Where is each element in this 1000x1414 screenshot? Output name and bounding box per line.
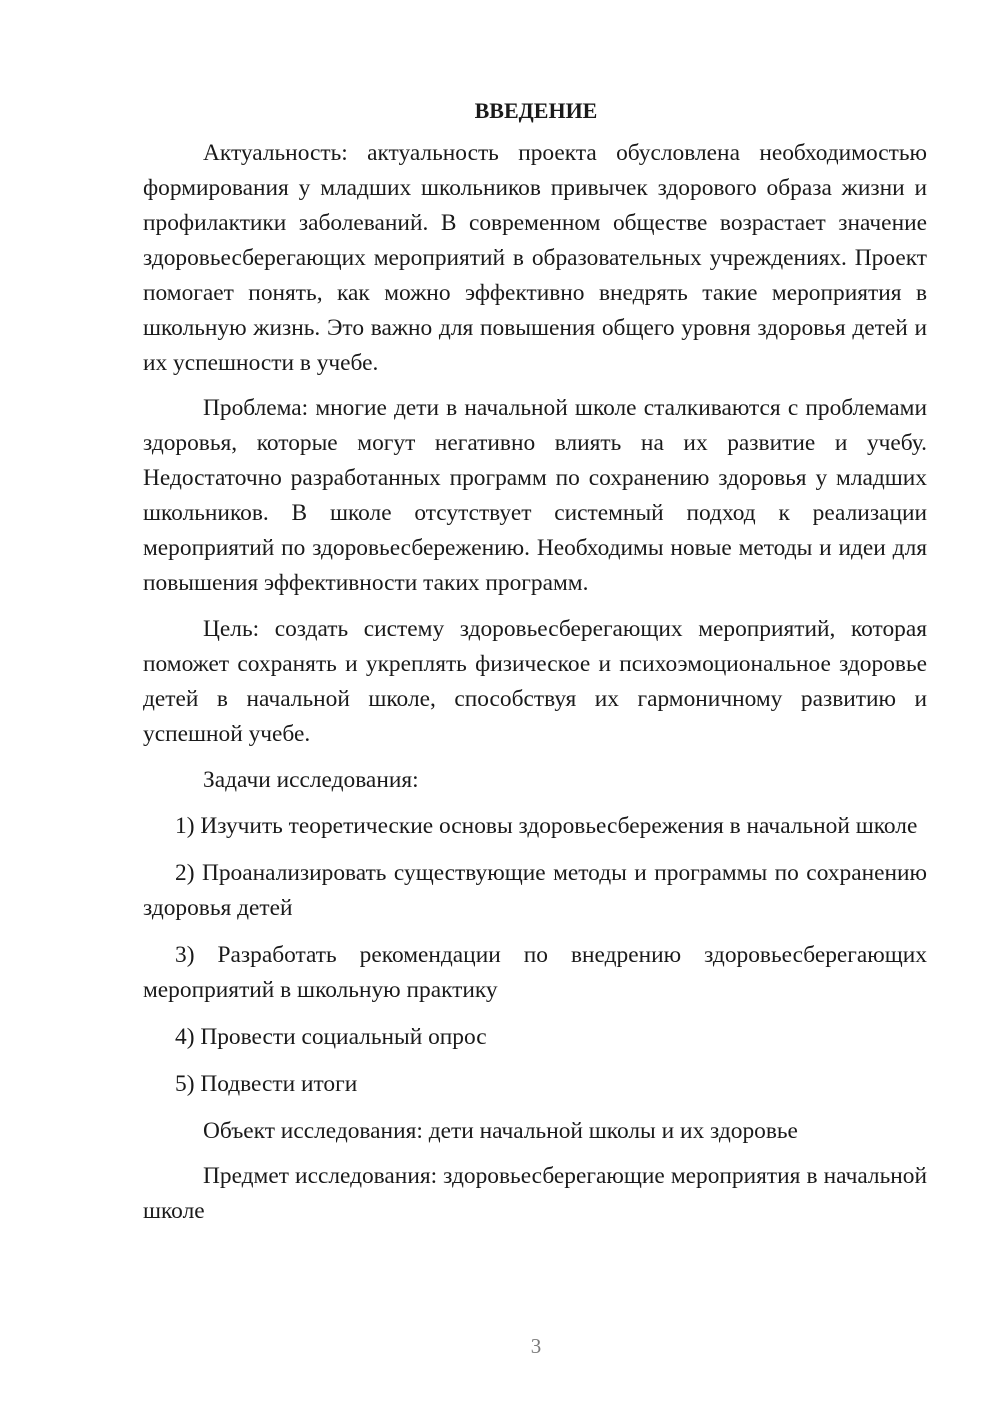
task-item-4: 4) Провести социальный опрос xyxy=(175,1024,487,1050)
task-item-3: 3) Разработать рекомендации по внедрению здоровьесберегающих мероприятий в школьную практику xyxy=(143,942,927,1003)
paragraph-relevance: Актуальность: актуальность проекта обусловлена необходимостью формирования у младших школьников привычек здорового образа жизни и профилактики заболеваний. В современном обществе возрастает значение здоровьесберегающих мероприятий в образовательных учреждениях. Проект помогает понять, как можно эффективно внедрять такие мероприятия в школьную жизнь. Это важно для повышения общего уровня здоровья детей и их успешности в учебе. xyxy=(143,140,927,376)
task-item-5: 5) Подвести итоги xyxy=(175,1071,358,1097)
task-item-2: 2) Проанализировать существующие методы и программы по сохранению здоровья детей xyxy=(143,860,927,921)
paragraph-subject: Предмет исследования: здоровьесберегающие мероприятия в начальной школе xyxy=(143,1163,927,1224)
page-number: 3 xyxy=(530,1334,542,1358)
paragraph-object: Объект исследования: дети начальной школы и их здоровье xyxy=(203,1118,798,1144)
paragraph-problem: Проблема: многие дети в начальной школе сталкиваются с проблемами здоровья, которые могут негативно влиять на их развитие и учебу. Недостаточно разработанных программ по сохранению здоровья у младших школьников. В школе отсутствует системный подход к реализации мероприятий по здоровьесбережению. Необходимы новые методы и идеи для повышения эффективности таких программ. xyxy=(143,395,927,596)
task-item-1: 1) Изучить теоретические основы здоровьесбережения в начальной школе xyxy=(175,813,918,839)
tasks-list xyxy=(143,809,927,1102)
section-heading: ВВЕДЕНИЕ xyxy=(474,98,598,123)
tasks-heading: Задачи исследования: xyxy=(203,767,419,793)
paragraph-goal: Цель: создать систему здоровьесберегающих мероприятий, которая поможет сохранять и укреплять физическое и психоэмоциональное здоровье детей в начальной школе, способствуя их гармоничному развитию и успешной учебе. xyxy=(143,616,927,747)
page-content xyxy=(143,94,927,1241)
